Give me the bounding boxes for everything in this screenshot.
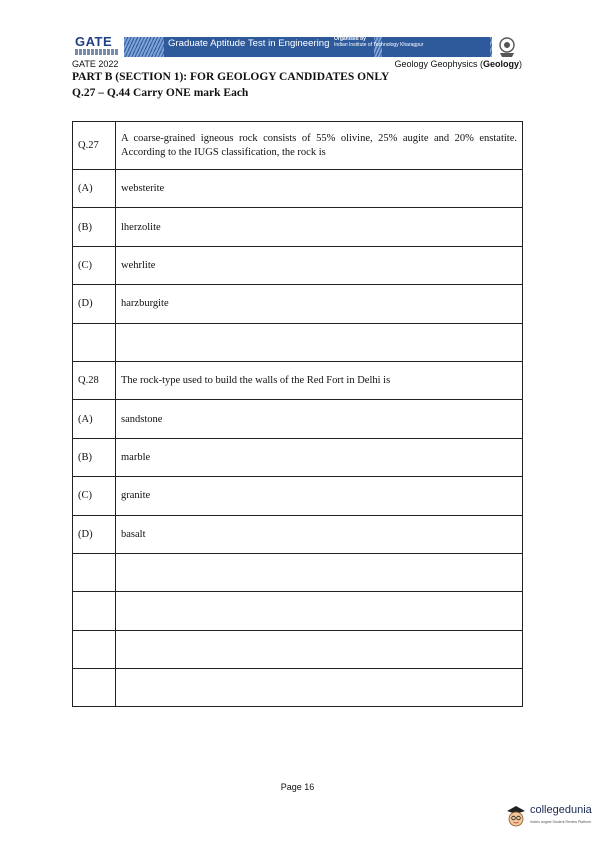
- paper-name-suffix: ): [519, 59, 522, 69]
- empty-row: [73, 669, 523, 707]
- option-label: (C): [73, 246, 116, 284]
- brand-tagline: India's largest Student Review Platform: [530, 820, 591, 824]
- iit-emblem-icon: [497, 36, 517, 58]
- empty-row: [73, 592, 523, 630]
- header-banner: [72, 34, 522, 60]
- question-text: A coarse-grained igneous rock consists of 55% olivine, 25% augite and 20% enstatite. According to the IUGS classification, the rock is: [116, 122, 523, 170]
- brand-name: collegedunia: [530, 804, 592, 816]
- question-number: Q.27: [73, 122, 116, 170]
- gate-logo-text: GATE: [75, 34, 113, 49]
- option-text: harzburgite: [116, 285, 523, 323]
- empty-cell: [116, 553, 523, 591]
- option-label: (A): [73, 170, 116, 208]
- page-number: Page 16: [280, 782, 315, 792]
- option-text: lherzolite: [116, 208, 523, 246]
- empty-cell: [73, 553, 116, 591]
- option-text: basalt: [116, 515, 523, 553]
- option-row: [73, 246, 523, 284]
- question-text: The rock-type used to build the walls of the Red Fort in Delhi is: [116, 361, 523, 399]
- section-title: PART B (SECTION 1): FOR GEOLOGY CANDIDATES ONLY: [72, 71, 390, 83]
- empty-cell: [73, 630, 116, 668]
- option-row: [73, 515, 523, 553]
- empty-cell: [73, 323, 116, 361]
- organizer-name: Indian Institute of Technology Kharagpur: [334, 42, 424, 48]
- mascot-icon: [505, 804, 527, 828]
- option-label: (B): [73, 208, 116, 246]
- option-label: (A): [73, 400, 116, 438]
- option-row: [73, 170, 523, 208]
- option-row: [73, 477, 523, 515]
- paper-name-bold: Geology: [482, 59, 519, 69]
- paper-name: [394, 59, 522, 69]
- questions-table: [72, 121, 523, 707]
- gate-logo: [72, 34, 122, 60]
- collegedunia-logo: [505, 800, 595, 834]
- question-row: [73, 361, 523, 399]
- option-row: [73, 438, 523, 476]
- exam-name: GATE 2022: [72, 59, 119, 69]
- option-label: (D): [73, 515, 116, 553]
- empty-cell: [116, 592, 523, 630]
- empty-cell: [73, 669, 116, 707]
- empty-cell: [116, 630, 523, 668]
- option-text: sandstone: [116, 400, 523, 438]
- option-text: websterite: [116, 170, 523, 208]
- organized-by-label: Organised by: [334, 36, 366, 42]
- empty-row: [73, 323, 523, 361]
- option-label: (C): [73, 477, 116, 515]
- section-subtitle: Q.27 – Q.44 Carry ONE mark Each: [72, 87, 249, 99]
- empty-cell: [116, 323, 523, 361]
- empty-cell: [116, 669, 523, 707]
- option-text: granite: [116, 477, 523, 515]
- empty-row: [73, 553, 523, 591]
- option-row: [73, 400, 523, 438]
- option-text: wehrlite: [116, 246, 523, 284]
- question-row: [73, 122, 523, 170]
- gate-logo-subtext: [75, 49, 119, 55]
- banner-title: Graduate Aptitude Test in Engineering: [168, 38, 330, 49]
- option-text: marble: [116, 438, 523, 476]
- paper-name-prefix: Geology Geophysics (: [394, 59, 483, 69]
- option-row: [73, 208, 523, 246]
- organizer-block: [334, 36, 423, 48]
- empty-cell: [73, 592, 116, 630]
- option-label: (B): [73, 438, 116, 476]
- option-label: (D): [73, 285, 116, 323]
- empty-row: [73, 630, 523, 668]
- option-row: [73, 285, 523, 323]
- question-number: Q.28: [73, 361, 116, 399]
